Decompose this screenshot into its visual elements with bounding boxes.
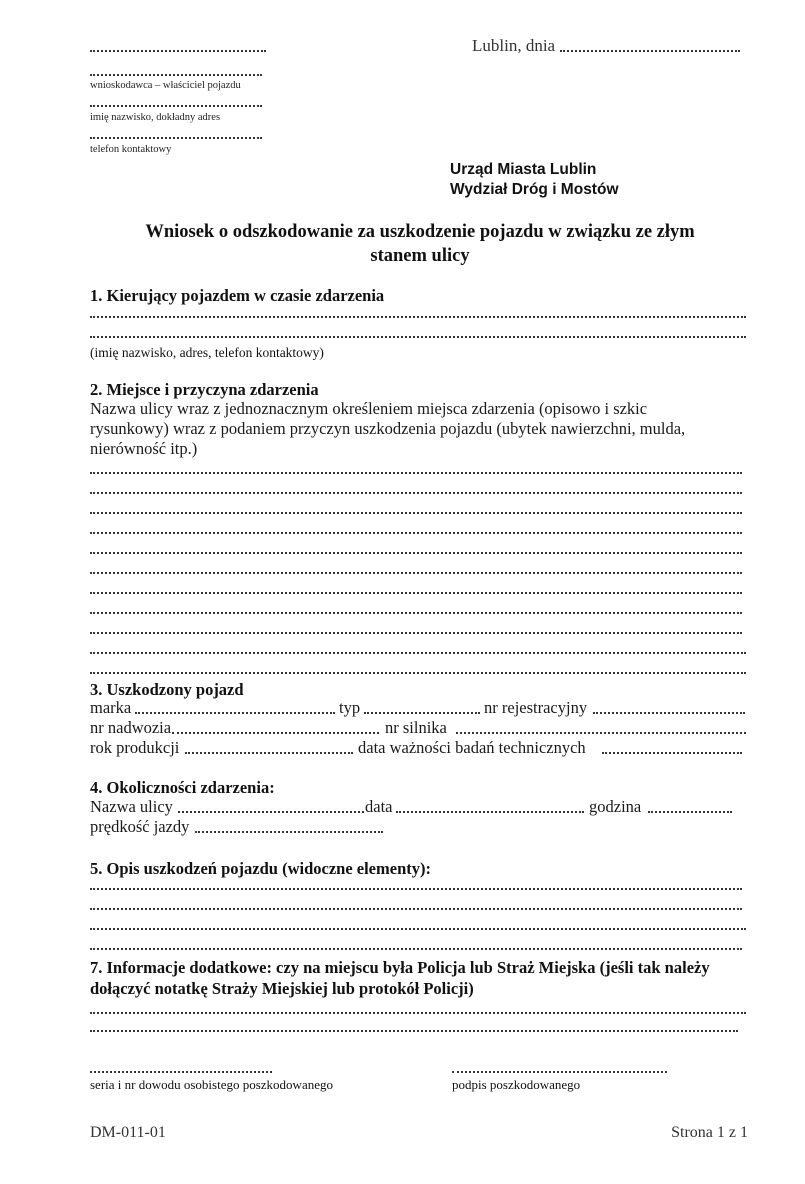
rok-produkcji-label: rok produkcji [90, 738, 180, 757]
s2-input-line-8[interactable] [90, 612, 742, 614]
section-1-heading: 1. Kierujący pojazdem w czasie zdarzenia [90, 286, 385, 305]
nr-nadwozia-label: nr nadwozia [90, 718, 172, 737]
s2-input-line-2[interactable] [90, 492, 742, 494]
form-code: DM-011-01 [90, 1124, 166, 1141]
title-line-1: Wniosek o odszkodowanie za uszkodzenie pojazdu w związku ze złym [145, 222, 695, 242]
nr-rejestracyjny-field[interactable] [593, 712, 745, 714]
data-field[interactable] [396, 811, 584, 813]
s7-input-line-2[interactable] [90, 1030, 738, 1032]
marka-field[interactable] [135, 712, 335, 714]
s2-input-line-7[interactable] [90, 592, 742, 594]
s2-input-line-9[interactable] [90, 632, 742, 634]
nr-nadwozia-field[interactable] [172, 732, 379, 734]
id-number-label: seria i nr dowodu osobistego poszkodowanego [90, 1077, 333, 1092]
s2-input-line-4[interactable] [90, 532, 742, 534]
section-3-heading: 3. Uszkodzony pojazd [90, 680, 244, 699]
section-2-description [90, 399, 760, 459]
s2-desc-line-1: Nazwa ulicy wraz z jednoznacznym określeniem miejsca zdarzenia (opisowo i szkic [90, 399, 648, 418]
date-field[interactable] [560, 50, 740, 52]
data-label: data [365, 797, 393, 816]
s7-input-line-1[interactable] [90, 1012, 746, 1014]
s7-heading-line-2: dołączyć notatkę Straży Miejskiej lub protokół Policji) [90, 979, 474, 998]
rok-produkcji-field[interactable] [185, 752, 353, 754]
data-badan-label: data ważności badań technicznych [358, 738, 586, 757]
s2-desc-line-2: rysunkowy) wraz z podaniem przyczyn uszkodzenia pojazdu (ubytek nawierzchni, mulda, [90, 419, 686, 438]
s7-heading-line-1: 7. Informacje dodatkowe: czy na miejscu była Policja lub Straż Miejska (jeśli tak należy [90, 958, 710, 977]
s2-input-line-1[interactable] [90, 472, 742, 474]
typ-field[interactable] [364, 712, 480, 714]
document-title [80, 220, 760, 268]
s2-input-line-6[interactable] [90, 572, 742, 574]
godzina-field[interactable] [648, 811, 732, 813]
applicant-owner-label: wnioskodawca – właściciel pojazdu [90, 80, 241, 91]
s5-input-line-2[interactable] [90, 908, 742, 910]
applicant-line-1[interactable] [90, 50, 266, 52]
s2-input-line-10[interactable] [90, 652, 746, 654]
s2-desc-line-3: nierówność itp.) [90, 439, 198, 458]
s2-input-line-11[interactable] [90, 672, 746, 674]
data-badan-field[interactable] [602, 752, 742, 754]
signature-label: podpis poszkodowanego [452, 1077, 581, 1092]
nr-silnika-field[interactable] [456, 732, 746, 734]
applicant-phone-line[interactable] [90, 137, 262, 139]
nazwa-ulicy-field[interactable] [178, 811, 364, 813]
applicant-phone-label: telefon kontaktowy [90, 144, 172, 155]
s1-input-line-2[interactable] [90, 336, 746, 338]
office-name: Urząd Miasta Lublin [450, 161, 597, 178]
applicant-address-label: imię nazwisko, dokładny adres [90, 112, 221, 123]
godzina-label: godzina [589, 797, 642, 816]
typ-label: typ [339, 698, 361, 717]
applicant-address-line[interactable] [90, 105, 262, 107]
nr-silnika-label: nr silnika [385, 718, 447, 737]
signature-field[interactable] [452, 1071, 667, 1073]
nazwa-ulicy-label: Nazwa ulicy [90, 797, 173, 816]
section-2-heading: 2. Miejsce i przyczyna zdarzenia [90, 380, 319, 399]
section-5-heading: 5. Opis uszkodzeń pojazdu (widoczne elementy): [90, 859, 431, 878]
nr-rejestracyjny-label: nr rejestracyjny [484, 698, 588, 717]
page-number: Strona 1 z 1 [671, 1124, 748, 1141]
marka-label: marka [90, 698, 132, 717]
s5-input-line-3[interactable] [90, 928, 746, 930]
s5-input-line-4[interactable] [90, 948, 742, 950]
place-date-label: Lublin, dnia [472, 36, 556, 55]
id-number-field[interactable] [90, 1071, 272, 1073]
section-7-heading [90, 957, 760, 999]
s1-input-line-1[interactable] [90, 316, 746, 318]
office-department: Wydział Dróg i Mostów [450, 181, 619, 198]
s2-input-line-3[interactable] [90, 512, 742, 514]
s2-input-line-5[interactable] [90, 552, 742, 554]
title-line-2: stanem ulicy [370, 246, 470, 266]
section-4-heading: 4. Okoliczności zdarzenia: [90, 778, 275, 797]
section-1-hint: (imię nazwisko, adres, telefon kontaktowy) [90, 345, 324, 360]
s5-input-line-1[interactable] [90, 888, 742, 890]
predkosc-label: prędkość jazdy [90, 817, 190, 836]
predkosc-field[interactable] [195, 831, 383, 833]
applicant-owner-line[interactable] [90, 74, 262, 76]
